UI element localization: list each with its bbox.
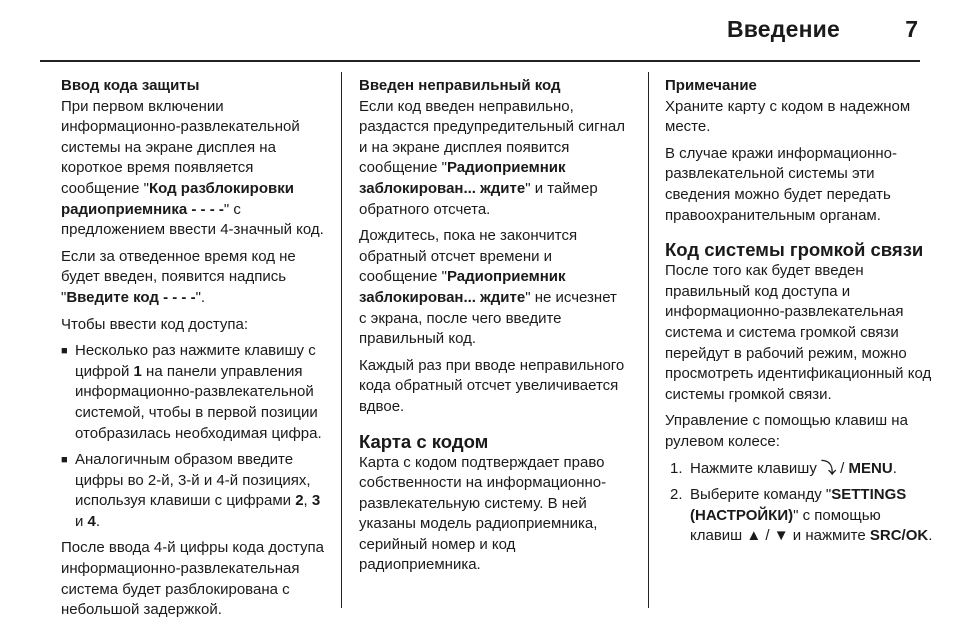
arrow-up-icon: ▲: [746, 527, 762, 545]
text-bold: Введите код - - - -: [66, 288, 196, 306]
note-text: Храните карту с кодом в надежном месте.: [665, 97, 911, 136]
list-item: [61, 341, 331, 444]
text: Дождитесь, пока не закончится обратный отсчет времени и сообщение ": [359, 227, 578, 286]
header-divider: [40, 60, 920, 62]
note-text: В случае кражи информационно-развлекательной системы эти сведения можно будет передать правоохранительным органам.: [665, 144, 897, 224]
section-heading-handsfree-code: Код системы громкой связи: [665, 239, 924, 261]
text-bold: SETTINGS (НАСТРОЙКИ): [690, 486, 907, 524]
text: и нажмите: [788, 527, 870, 545]
text: Если за отведенное время код не будет введен, появится надпись ": [61, 247, 296, 306]
text: на панели управления информационно-развлекательной системой, чтобы в первой позиции отобразилась необходимая цифра.: [75, 362, 322, 442]
column-1: [61, 76, 331, 627]
paragraph: [61, 97, 331, 241]
list-item: [61, 450, 331, 532]
list-item: [665, 485, 933, 547]
text: и: [75, 512, 88, 530]
text-bold: Код разблокировки радиоприемника - - - -: [61, 179, 294, 218]
text-bold: 2: [295, 492, 304, 510]
text: Аналогичным образом введите цифры во 2-й, 3-й и 4-й позициях, используя клавиши с цифрами: [75, 451, 311, 510]
page-title: Введение: [726, 16, 840, 42]
text: " не исчезнет с экрана, после чего введите правильный код.: [359, 288, 617, 348]
bullet-list: [61, 341, 331, 532]
text-bold: SRC/OK: [869, 527, 929, 545]
text: " с помощью клавиш: [690, 506, 881, 545]
text-bold: 4: [87, 512, 96, 530]
text-bold: Радиоприемник заблокирован... ждите: [359, 268, 566, 306]
column-divider-1: [341, 72, 342, 608]
text: Выберите команду ": [690, 486, 832, 504]
text: При первом включении информационно-развлекательной системы на экране дисплея на короткое время появляется сообщение ": [61, 97, 300, 197]
phone-key-icon: ⤵: [821, 459, 837, 477]
text: /: [761, 527, 774, 545]
text: " с предложением ввести 4-значный код.: [61, 200, 324, 239]
section-title-code-entry: Ввод кода защиты: [61, 77, 200, 94]
text: .: [95, 512, 101, 530]
paragraph: Чтобы ввести код доступа:: [61, 315, 249, 333]
paragraph: [61, 247, 331, 309]
paragraph: После ввода 4-й цифры кода доступа информационно-развлекательная система будет разблокирована с небольшой задержкой.: [61, 539, 325, 619]
paragraph: После того как будет введен правильный код доступа и информационно-развлекательная система и система громкой связи перейдут в рабочий режим, можно просмотреть идентификационный код системы громкой связи.: [665, 262, 932, 403]
text: Если код введен неправильно, раздастся предупредительный сигнал и на экране дисплея появится сообщение ": [359, 97, 625, 177]
text: Нажмите клавишу: [690, 459, 821, 477]
text: " и таймер обратного отсчета.: [359, 179, 598, 218]
text: ".: [195, 288, 206, 306]
text: Несколько раз нажмите клавишу с цифрой: [75, 342, 316, 380]
text-bold: MENU: [848, 459, 893, 477]
text-bold: 3: [311, 492, 321, 510]
column-3: [665, 76, 933, 553]
column-2: [359, 76, 627, 582]
page-number: 7: [905, 16, 918, 42]
text-bold: 1: [133, 362, 142, 380]
paragraph: [359, 97, 627, 221]
text: .: [892, 459, 897, 477]
paragraph: [359, 226, 627, 350]
list-number: 2.: [670, 486, 683, 504]
note-title: Примечание: [665, 77, 757, 94]
arrow-down-icon: ▼: [773, 527, 789, 545]
numbered-list: [665, 459, 933, 547]
text: .: [928, 527, 933, 545]
list-item: [665, 459, 933, 480]
column-divider-2: [648, 72, 649, 608]
section-title-wrong-code: Введен неправильный код: [359, 77, 561, 94]
paragraph: Карта с кодом подтверждает право собственности на информационно-развлекательную систему. В ней указаны модель радиоприемника, серийный номер и код радиоприемника.: [359, 453, 607, 574]
text: /: [836, 459, 849, 477]
page-header: [40, 0, 920, 62]
paragraph: Каждый раз при вводе неправильного кода обратный отсчет увеличивается вдвое.: [359, 356, 625, 415]
text-bold: Радиоприемник заблокирован... ждите: [359, 159, 566, 197]
section-heading-code-card: Карта с кодом: [359, 430, 489, 452]
list-number: 1.: [670, 459, 683, 477]
text: ,: [303, 492, 312, 510]
paragraph: Управление с помощью клавиш на рулевом колесе:: [665, 412, 908, 450]
